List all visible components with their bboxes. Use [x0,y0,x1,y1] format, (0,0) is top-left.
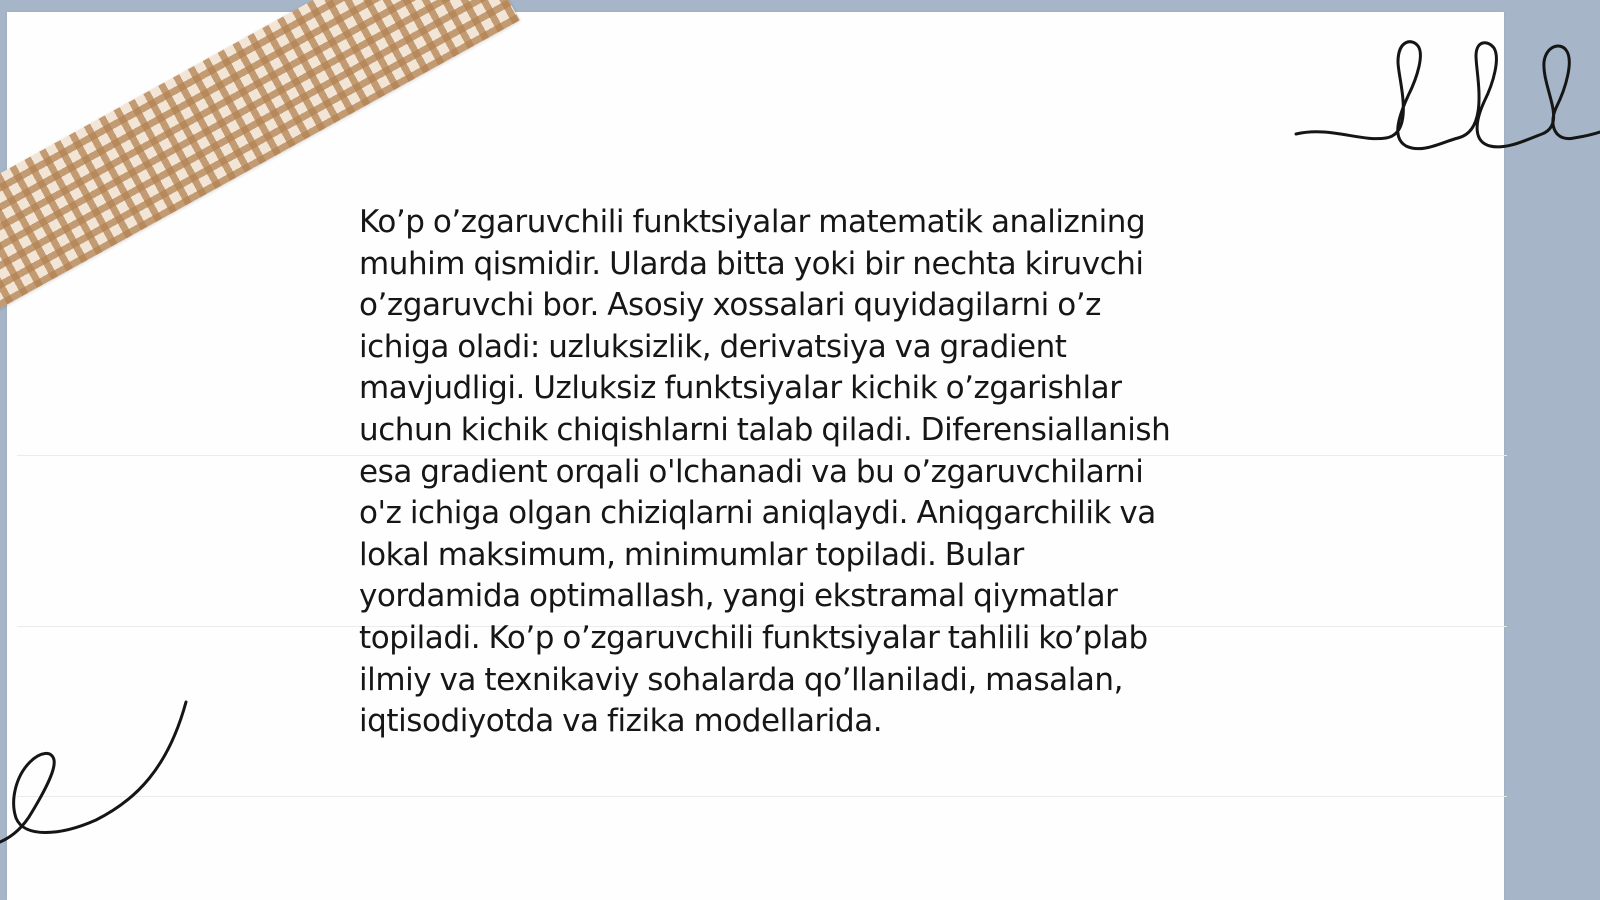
loop-doodle-bottom-left-icon [0,696,200,846]
loop-doodle-top-right-icon [1290,30,1600,160]
fold-line [17,796,1507,797]
body-paragraph: Ko’p o’zgaruvchili funktsiyalar matematik analizning muhim qismidir. Ularda bitta yoki bir nechta kiruvchi o’zgaruvchi bor. Asosiy xossalari quyidagilarni o’z ichiga oladi: uzluksizlik, derivatsiya va gradient mavjudligi. Uzluksiz funktsiyalar kichik o’zgarishlar uchun kichik chiqishlarni talab qiladi. Diferensiallanish esa gradient orqali o'lchanadi va bu o’zgaruvchilarni o'z ichiga olgan chiziqlarni aniqlaydi. Aniqgarchilik va lokal maksimum, minimumlar topiladi. Bular yordamida optimallash, yangi ekstramal qiymatlar topiladi. Ko’p o’zgaruvchili funktsiyalar tahlili ko’plab ilmiy va texnikaviy sohalarda qo’llaniladi, masalan, iqtisodiyotda va fizika modellarida. [359,204,1171,740]
